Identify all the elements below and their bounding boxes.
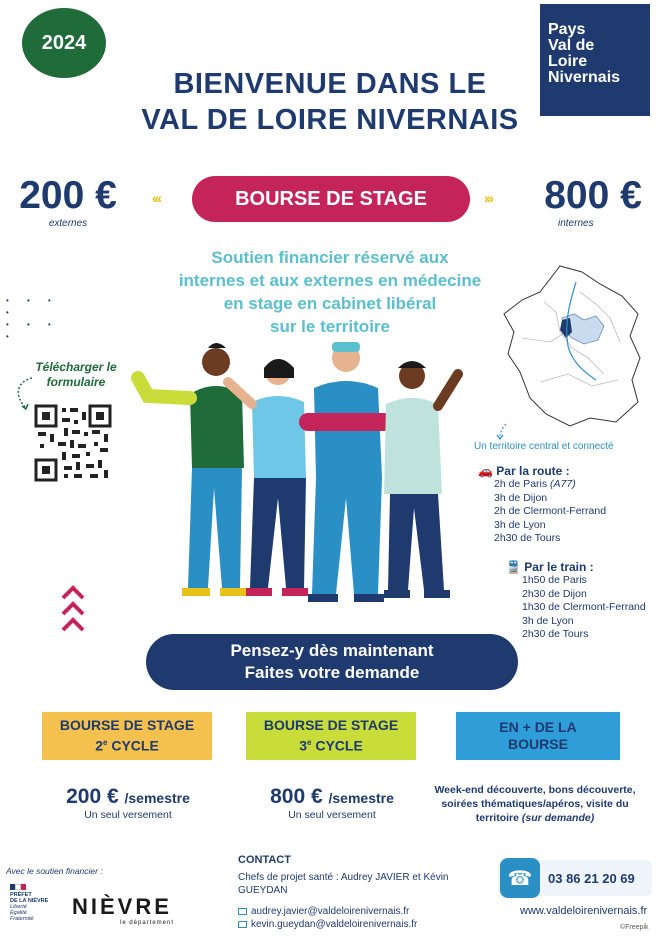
- train-heading-row: [506, 560, 658, 574]
- image-credit: ©Freepik: [620, 924, 649, 931]
- arrow-icon: [494, 422, 510, 442]
- train-item: 2h30 de Dijon: [522, 587, 587, 600]
- train-item: 3h de Lyon: [522, 614, 574, 627]
- logo-line: Val de: [548, 37, 595, 54]
- email-row[interactable]: [238, 905, 458, 918]
- prefet-line: PRÉFET: [10, 892, 32, 898]
- phone-icon: ☎: [500, 858, 540, 898]
- road-item: 2h30 de Tours: [494, 532, 561, 544]
- subtitle-line: sur le territoire: [270, 317, 390, 336]
- road-list: [478, 478, 658, 546]
- contact-heading: CONTACT: [238, 854, 291, 866]
- medical-team-illustration: [128, 338, 478, 604]
- card-title: BOURSE DE STAGE: [263, 717, 399, 734]
- subtitle: [140, 246, 520, 338]
- support-label: Avec le soutien financier :: [6, 866, 103, 876]
- territory-label: Un territoire central et connecté: [474, 441, 614, 452]
- card-cycle: 2e CYCLE: [95, 737, 159, 754]
- cta-banner: [146, 634, 518, 690]
- road-item: 3h de Lyon: [494, 518, 546, 531]
- contact-info: [238, 871, 458, 931]
- bourse-pill: [192, 176, 470, 222]
- train-list: [506, 574, 658, 642]
- chevron-up-icon: [58, 584, 88, 634]
- road-item: 2h de Paris (A77): [494, 478, 576, 490]
- price-value: 800 € /semestre: [270, 785, 394, 808]
- train-item: 1h30 de Clermont-Ferrand: [522, 601, 646, 613]
- bourse-label: BOURSE DE STAGE: [235, 187, 427, 210]
- subtitle-line: internes et aux externes en médecine: [178, 271, 482, 290]
- price-cycle-3: [252, 785, 412, 821]
- train-info: [506, 560, 658, 642]
- contact-text: Chefs de projet santé : Audrey JAVIER et Kévin GUEYDAN: [238, 872, 449, 896]
- website-link[interactable]: www.valdeloirenivernais.fr: [520, 905, 648, 917]
- decorative-dots: • • • • • • • •: [6, 296, 59, 341]
- title-line: BIENVENUE DANS LE: [173, 68, 487, 100]
- card-cycle-2: [42, 712, 212, 760]
- year-text: 2024: [41, 31, 87, 54]
- email-link[interactable]: audrey.javier@valdeloirenivernais.fr: [251, 906, 410, 917]
- email-link[interactable]: kevin.gueydan@valdeloirenivernais.fr: [251, 919, 418, 930]
- extra-note: (sur demande): [521, 812, 595, 824]
- card-title: EN + DE LA: [499, 719, 577, 735]
- france-map: [500, 262, 646, 430]
- card-cycle-3: [246, 712, 416, 760]
- train-heading: Par le train :: [524, 560, 594, 574]
- subtitle-line: en stage en cabinet libéral: [223, 294, 437, 313]
- email-row[interactable]: [238, 918, 458, 931]
- card-title: BOURSE DE STAGE: [59, 717, 195, 734]
- logo-line: Nivernais: [548, 69, 621, 86]
- prefet-motto: Égalité: [10, 910, 27, 916]
- road-heading: Par la route :: [496, 464, 570, 478]
- price-note: Un seul versement: [84, 809, 172, 821]
- logo-line: Loire: [548, 53, 588, 70]
- price-value: 200 € /semestre: [66, 785, 190, 808]
- download-form-link[interactable]: [26, 360, 126, 390]
- card-extra: [456, 712, 620, 760]
- mail-icon: [238, 921, 247, 928]
- phone-number[interactable]: 03 86 21 20 69: [548, 871, 635, 886]
- page-title: [60, 66, 600, 138]
- logo-line: Pays: [548, 21, 586, 38]
- download-label-line: Télécharger le: [35, 360, 117, 374]
- nievre-subtitle: le département: [120, 920, 175, 926]
- road-heading-row: [478, 464, 658, 478]
- train-item: 1h50 de Paris: [522, 574, 587, 586]
- subtitle-line: Soutien financier réservé aux: [211, 248, 449, 267]
- card-cycle: 3e CYCLE: [299, 737, 363, 754]
- title-line: VAL DE LOIRE NIVERNAIS: [141, 104, 519, 136]
- amount-label: internes: [558, 218, 594, 229]
- prefet-motto: Liberté: [10, 904, 27, 910]
- qr-code[interactable]: [34, 404, 112, 482]
- internes-amount: [530, 174, 656, 229]
- card-title: BOURSE: [508, 736, 568, 752]
- download-label-line: formulaire: [46, 375, 106, 389]
- amount-value: 200 €: [19, 174, 117, 217]
- amount-value: 800 €: [544, 174, 642, 217]
- price-note: Un seul versement: [288, 809, 376, 821]
- prefet-logo: [10, 884, 66, 922]
- cta-line: Faites votre demande: [244, 663, 420, 682]
- flag-icon: [10, 884, 26, 890]
- cta-line: Pensez-y dès maintenant: [230, 641, 434, 660]
- train-icon: 🚆: [506, 560, 521, 574]
- extra-text: Week-end découverte, bons découverte, soirées thématiques/apéros, visite du territoire: [434, 784, 636, 824]
- extra-benefits: [424, 783, 646, 825]
- amount-label: externes: [48, 218, 88, 229]
- road-note: (A77): [550, 478, 576, 490]
- chevron-left-icon: ‹‹‹: [152, 190, 160, 206]
- road-item: 2h de Clermont-Ferrand: [494, 505, 607, 517]
- train-item: 2h30 de Tours: [522, 628, 589, 640]
- price-cycle-2: [48, 785, 208, 821]
- externes-amount: [8, 174, 128, 229]
- road-item: 3h de Dijon: [494, 491, 548, 504]
- prefet-line: DE LA NIÈVRE: [10, 898, 49, 904]
- road-info: [478, 464, 658, 546]
- car-icon: 🚗: [478, 464, 493, 478]
- mail-icon: [238, 908, 247, 915]
- nievre-logo: NIÈVRE: [72, 894, 172, 919]
- chevron-right-icon: ›››: [484, 190, 492, 206]
- prefet-motto: Fraternité: [10, 916, 34, 922]
